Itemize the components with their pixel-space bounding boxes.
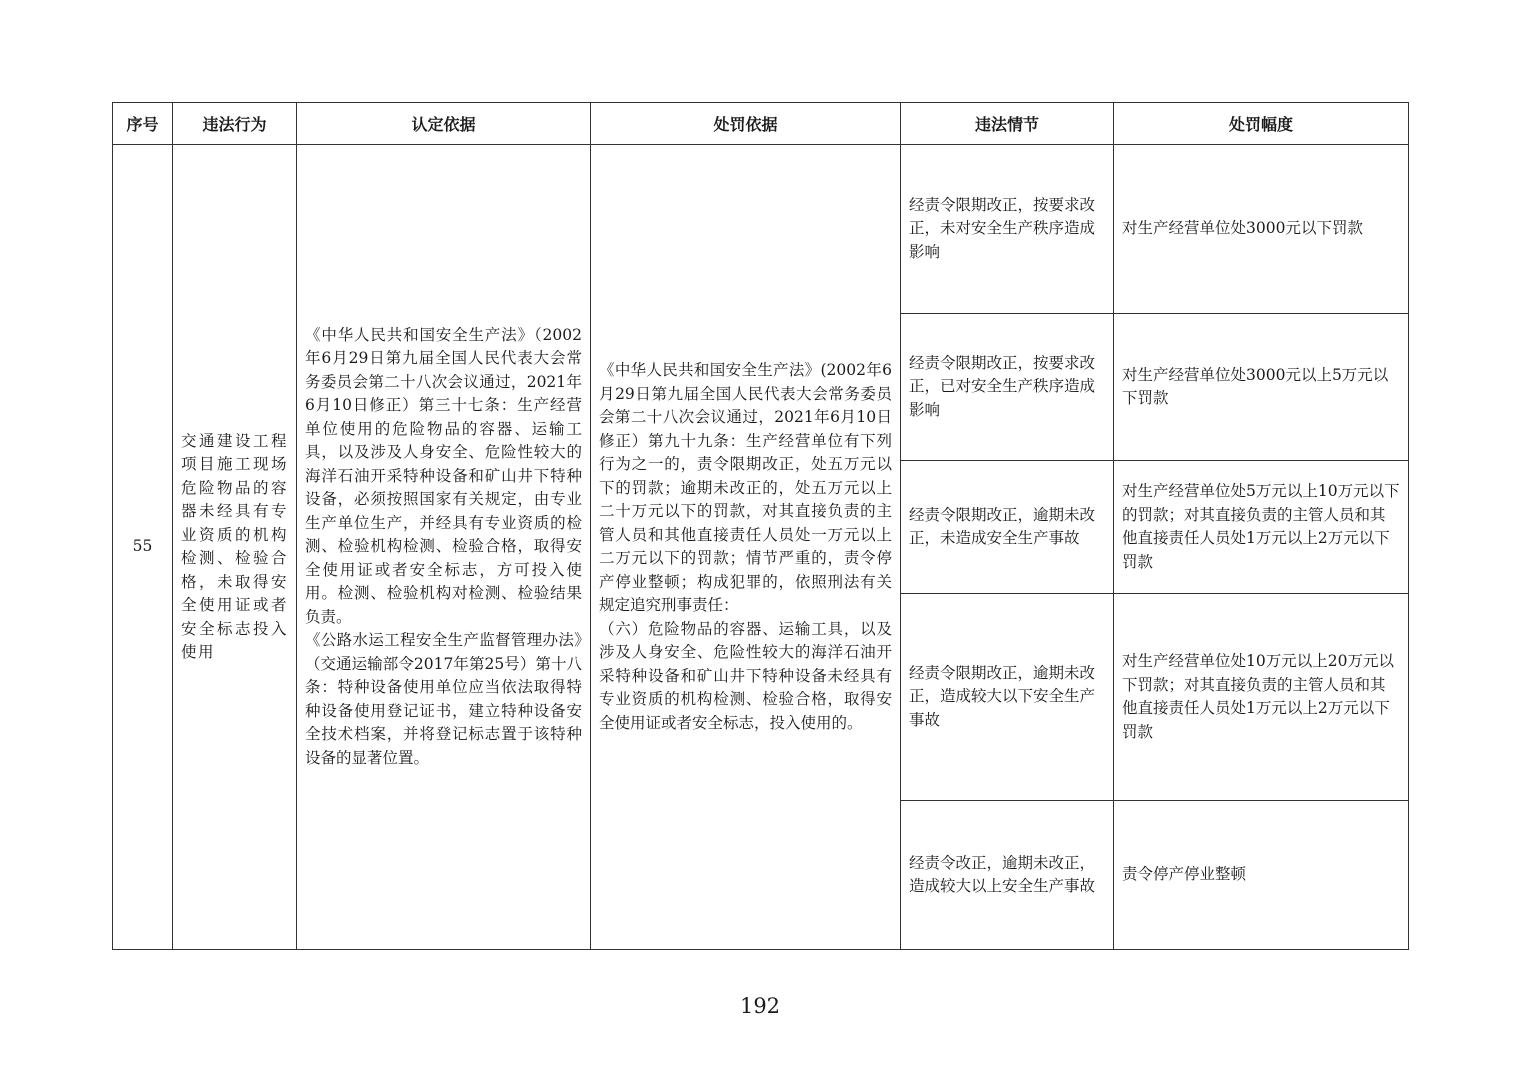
header-range: 处罚幅度 bbox=[1114, 103, 1409, 145]
penalty-table bbox=[112, 102, 1409, 950]
penalty-range-cell: 对生产经营单位处5万元以上10万元以下的罚款；对其直接负责的主管人员和其他直接责任人员处1万元以上2万元以下罚款 bbox=[1114, 461, 1409, 594]
page-number: 192 bbox=[739, 994, 781, 1018]
circumstance-cell: 经责令限期改正，按要求改正，已对安全生产秩序造成影响 bbox=[901, 314, 1114, 461]
header-circumstance: 违法情节 bbox=[901, 103, 1114, 145]
header-penalty-basis: 处罚依据 bbox=[591, 103, 901, 145]
header-row bbox=[113, 103, 1409, 145]
circumstance-cell: 经责令改正，逾期未改正，造成较大以上安全生产事故 bbox=[901, 801, 1114, 950]
header-act: 违法行为 bbox=[173, 103, 297, 145]
header-seq: 序号 bbox=[113, 103, 173, 145]
identification-basis-cell: 《中华人民共和国安全生产法》（2002年6月29日第九届全国人民代表大会常务委员会第二十八次会议通过，2021年6月10日修正）第三十七条：生产经营单位使用的危险物品的容器、运输工具，以及涉及人身安全、危险性较大的海洋石油开采特种设备和矿山井下特种设备，必须按照国家有关规定，由专业生产单位生产，并经具有专业资质的检测、检验机构检测、检验合格，取得安全使用证或者安全标志，方可投入使用。检测、检验机构对检测、检验结果负责。 《公路水运工程安全生产监督管理办法》（交通运输部令2017年第25号）第十八条：特种设备使用单位应当依法取得特种设备使用登记证书，建立特种设备安全技术档案，并将登记标志置于该特种设备的显著位置。 bbox=[297, 145, 591, 950]
circumstance-cell: 经责令限期改正，按要求改正，未对安全生产秩序造成影响 bbox=[901, 145, 1114, 314]
circumstance-cell: 经责令限期改正，逾期未改正，造成较大以下安全生产事故 bbox=[901, 594, 1114, 801]
header-basis: 认定依据 bbox=[297, 103, 591, 145]
violation-act-cell: 交通建设工程项目施工现场危险物品的容器未经具有专业资质的机构检测、检验合格，未取得安全使用证或者安全标志投入使用 bbox=[173, 145, 297, 950]
penalty-range-cell: 对生产经营单位处3000元以上5万元以下罚款 bbox=[1114, 314, 1409, 461]
table-row bbox=[113, 145, 1409, 314]
penalty-range-cell: 责令停产停业整顿 bbox=[1114, 801, 1409, 950]
seq-cell: 55 bbox=[113, 145, 173, 950]
penalty-range-cell: 对生产经营单位处3000元以下罚款 bbox=[1114, 145, 1409, 314]
circumstance-cell: 经责令限期改正，逾期未改正，未造成安全生产事故 bbox=[901, 461, 1114, 594]
penalty-basis-cell: 《中华人民共和国安全生产法》(2002年6月29日第九届全国人民代表大会常务委员会第二十八次会议通过，2021年6月10日修正）第九十九条：生产经营单位有下列行为之一的，责令限期改正，处五万元以下的罚款；逾期未改正的，处五万元以上二十万元以下的罚款，对其直接负责的主管人员和其他直接责任人员处一万元以上二万元以下的罚款；情节严重的，责令停产停业整顿；构成犯罪的，依照刑法有关规定追究刑事责任： （六）危险物品的容器、运输工具，以及涉及人身安全、危险性较大的海洋石油开采特种设备和矿山井下特种设备未经具有专业资质的机构检测、检验合格，取得安全使用证或者安全标志，投入使用的。 bbox=[591, 145, 901, 950]
penalty-range-cell: 对生产经营单位处10万元以上20万元以下罚款；对其直接负责的主管人员和其他直接责任人员处1万元以上2万元以下罚款 bbox=[1114, 594, 1409, 801]
